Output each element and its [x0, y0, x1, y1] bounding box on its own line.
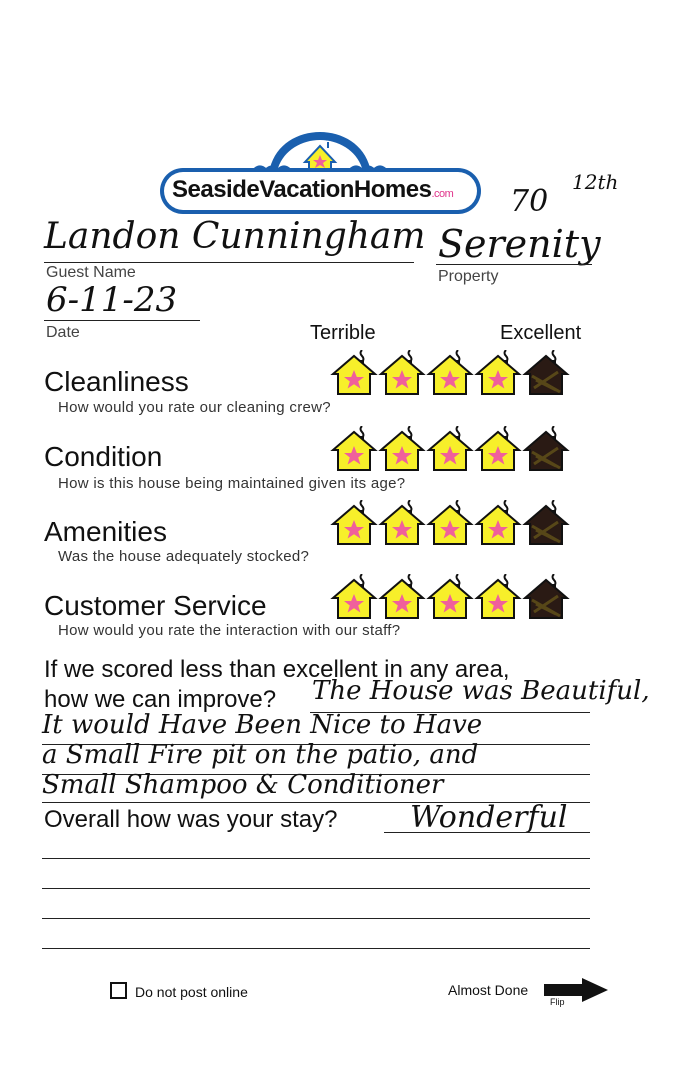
rating-row-amenities[interactable] — [330, 500, 570, 546]
do-not-post-label: Do not post online — [135, 984, 248, 1000]
rating-house-icon[interactable] — [426, 426, 474, 472]
improve-question-line2: how we can improve? — [44, 686, 277, 713]
rating-house-icon[interactable] — [378, 574, 426, 620]
rating-row-customer-service[interactable] — [330, 574, 570, 620]
flip-label: Flip — [550, 997, 565, 1007]
property-value[interactable]: Serenity — [438, 222, 601, 266]
blank-line-1[interactable] — [42, 858, 590, 859]
date-line — [44, 320, 200, 321]
category-title-cleanliness: Cleanliness — [44, 366, 189, 397]
rating-house-icon[interactable] — [474, 574, 522, 620]
blank-line-2[interactable] — [42, 888, 590, 889]
property-label: Property — [438, 268, 499, 285]
improve-answer-line4[interactable]: Small Shampoo & Conditioner — [42, 770, 444, 800]
rating-house-icon-selected[interactable] — [522, 574, 570, 620]
guest-name-label: Guest Name — [46, 264, 136, 281]
rating-house-icon[interactable] — [378, 426, 426, 472]
property-line — [436, 264, 592, 265]
improve-answer-line3[interactable]: a Small Fire pit on the patio, and — [42, 740, 479, 770]
logo — [158, 124, 483, 216]
overall-line — [384, 832, 590, 833]
logo-suffix: .com — [431, 188, 454, 200]
category-title-customer-service: Customer Service — [44, 590, 267, 621]
category-subtitle-customer-service: How would you rate the interaction with our staff? — [58, 622, 401, 639]
terrible-label: Terrible — [310, 322, 376, 344]
rating-house-icon-selected[interactable] — [522, 500, 570, 546]
rating-house-icon-selected[interactable] — [522, 350, 570, 396]
rating-row-cleanliness[interactable] — [330, 350, 570, 396]
date-label: Date — [46, 324, 80, 341]
almost-done-label: Almost Done — [448, 982, 529, 998]
rating-house-icon[interactable] — [474, 426, 522, 472]
category-subtitle-amenities: Was the house adequately stocked? — [58, 548, 310, 565]
overall-question: Overall how was your stay? — [44, 806, 338, 833]
rating-house-icon[interactable] — [378, 350, 426, 396]
date-value[interactable]: 6-11-23 — [46, 280, 178, 320]
rating-house-icon[interactable] — [426, 574, 474, 620]
overall-answer[interactable]: Wonderful — [410, 800, 568, 835]
excellent-label: Excellent — [500, 322, 582, 344]
improve-answer-line2[interactable]: It would Have Been Nice to Have — [42, 710, 483, 740]
rating-house-icon[interactable] — [474, 350, 522, 396]
improve-question-line1: If we scored less than excellent in any area, — [44, 656, 510, 683]
rating-house-icon[interactable] — [330, 350, 378, 396]
rating-house-icon[interactable] — [474, 500, 522, 546]
blank-line-3[interactable] — [42, 918, 590, 919]
rating-row-condition[interactable] — [330, 426, 570, 472]
category-subtitle-condition: How is this house being maintained given its age? — [58, 475, 406, 492]
logo-text: SeasideVacationHomes — [172, 176, 432, 203]
category-title-condition: Condition — [44, 441, 163, 472]
guest-name-line — [44, 262, 414, 263]
do-not-post-checkbox[interactable] — [110, 982, 127, 999]
rating-house-icon[interactable] — [378, 500, 426, 546]
unit-suffix: 12th — [572, 170, 619, 194]
category-subtitle-cleanliness: How would you rate our cleaning crew? — [58, 399, 331, 416]
rating-house-icon[interactable] — [330, 574, 378, 620]
category-title-amenities: Amenities — [44, 516, 167, 547]
unit-number: 70 — [510, 184, 549, 219]
rating-house-icon[interactable] — [330, 500, 378, 546]
blank-line-4[interactable] — [42, 948, 590, 949]
rating-house-icon[interactable] — [330, 426, 378, 472]
rating-house-icon[interactable] — [426, 350, 474, 396]
improve-answer-line1[interactable]: The House was Beautiful, — [312, 676, 650, 706]
guest-name-value[interactable]: Landon Cunningham — [44, 216, 426, 257]
rating-house-icon[interactable] — [426, 500, 474, 546]
rating-house-icon-selected[interactable] — [522, 426, 570, 472]
